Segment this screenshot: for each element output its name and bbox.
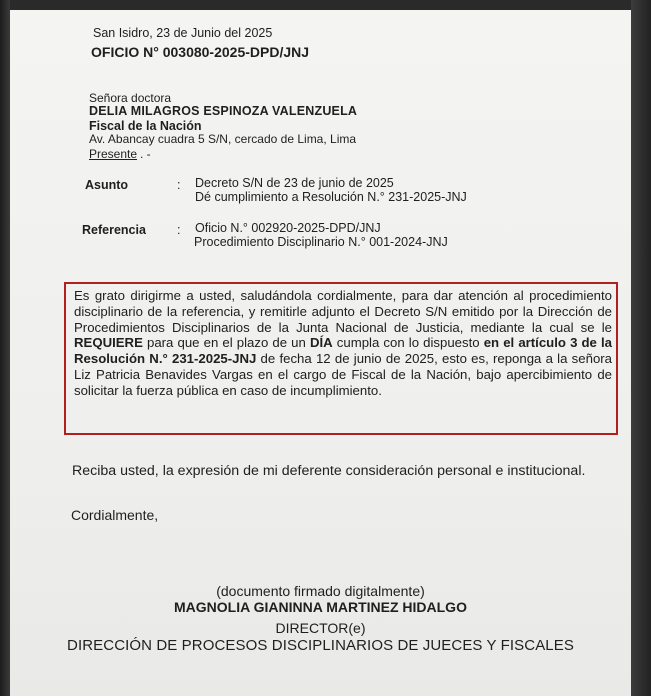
recipient-presente (89, 148, 137, 161)
body-part-3: cumpla con lo dispuesto (332, 335, 484, 351)
recipient-name: DELIA MILAGROS ESPINOZA VALENZUELA (89, 104, 358, 118)
recipient-salutation: Señora doctora (89, 91, 172, 105)
signer-name: MAGNOLIA GIANINNA MARTINEZ HIDALGO (174, 599, 467, 615)
referencia-line-2: Procedimiento Disciplinario N.° 001-2024-JNJ (194, 235, 448, 249)
body-bold-dia: DÍA (309, 335, 333, 351)
signature-note: (documento firmado digitalmente) (216, 583, 425, 599)
cordialmente: Cordialmente, (71, 507, 159, 523)
referencia-line-1: Oficio N.° 002920-2025-DPD/JNJ (195, 221, 381, 235)
signer-office: DIRECCIÓN DE PROCESOS DISCIPLINARIOS DE JUECES Y FISCALES (67, 637, 574, 654)
asunto-label: Asunto (85, 178, 129, 192)
presente-suffix: . - (140, 147, 151, 161)
asunto-line-1: Decreto S/N de 23 de junio de 2025 (195, 176, 394, 190)
background-right-edge (631, 0, 651, 696)
signer-role: DIRECTOR(e) (275, 620, 366, 636)
body-part-2: para que en el plazo de un (142, 335, 310, 351)
background-left-edge (0, 0, 10, 696)
body-bold-requiere: REQUIERE (74, 335, 143, 351)
presente-word: Presente (89, 147, 138, 161)
body-part-1: Es grato dirigirme a usted, saludándola cordialmente, para dar atención al procedimiento disciplinario de la referencia, y remitirle adjunto el Decreto S/N emitido por la Dirección de Procedimientos Disciplinarios de la Junta Nacional de Justicia, mediante la cual se le (74, 288, 612, 335)
referencia-colon: : (177, 223, 181, 237)
body-paragraph (74, 288, 612, 399)
recipient-title: Fiscal de la Nación (89, 119, 202, 133)
closing-sentence: Reciba usted, la expresión de mi deferente consideración personal e institucional. (72, 463, 586, 479)
oficio-number: OFICIO N° 003080-2025-DPD/JNJ (91, 44, 310, 60)
body-part-4: de fecha 12 de junio de 2025, esto es, reponga a la señora Liz Patricia Benavides Vargas en el cargo de Fiscal de la Nación, bajo apercibimiento de solicitar la fuerza pública en caso de incumplimiento. (74, 351, 613, 398)
recipient-address: Av. Abancay cuadra 5 S/N, cercado de Lima, Lima (89, 132, 357, 146)
highlighted-body-box (64, 282, 618, 435)
body-bold-articulo: en el artículo 3 de la Resolución N.° 231-2025-JNJ (74, 335, 613, 367)
asunto-colon: : (177, 178, 181, 192)
document-date: San Isidro, 23 de Junio del 2025 (93, 26, 273, 40)
asunto-line-2: Dé cumplimiento a Resolución N.° 231-2025-JNJ (195, 190, 467, 204)
document-page (10, 10, 631, 696)
referencia-label: Referencia (82, 223, 146, 237)
